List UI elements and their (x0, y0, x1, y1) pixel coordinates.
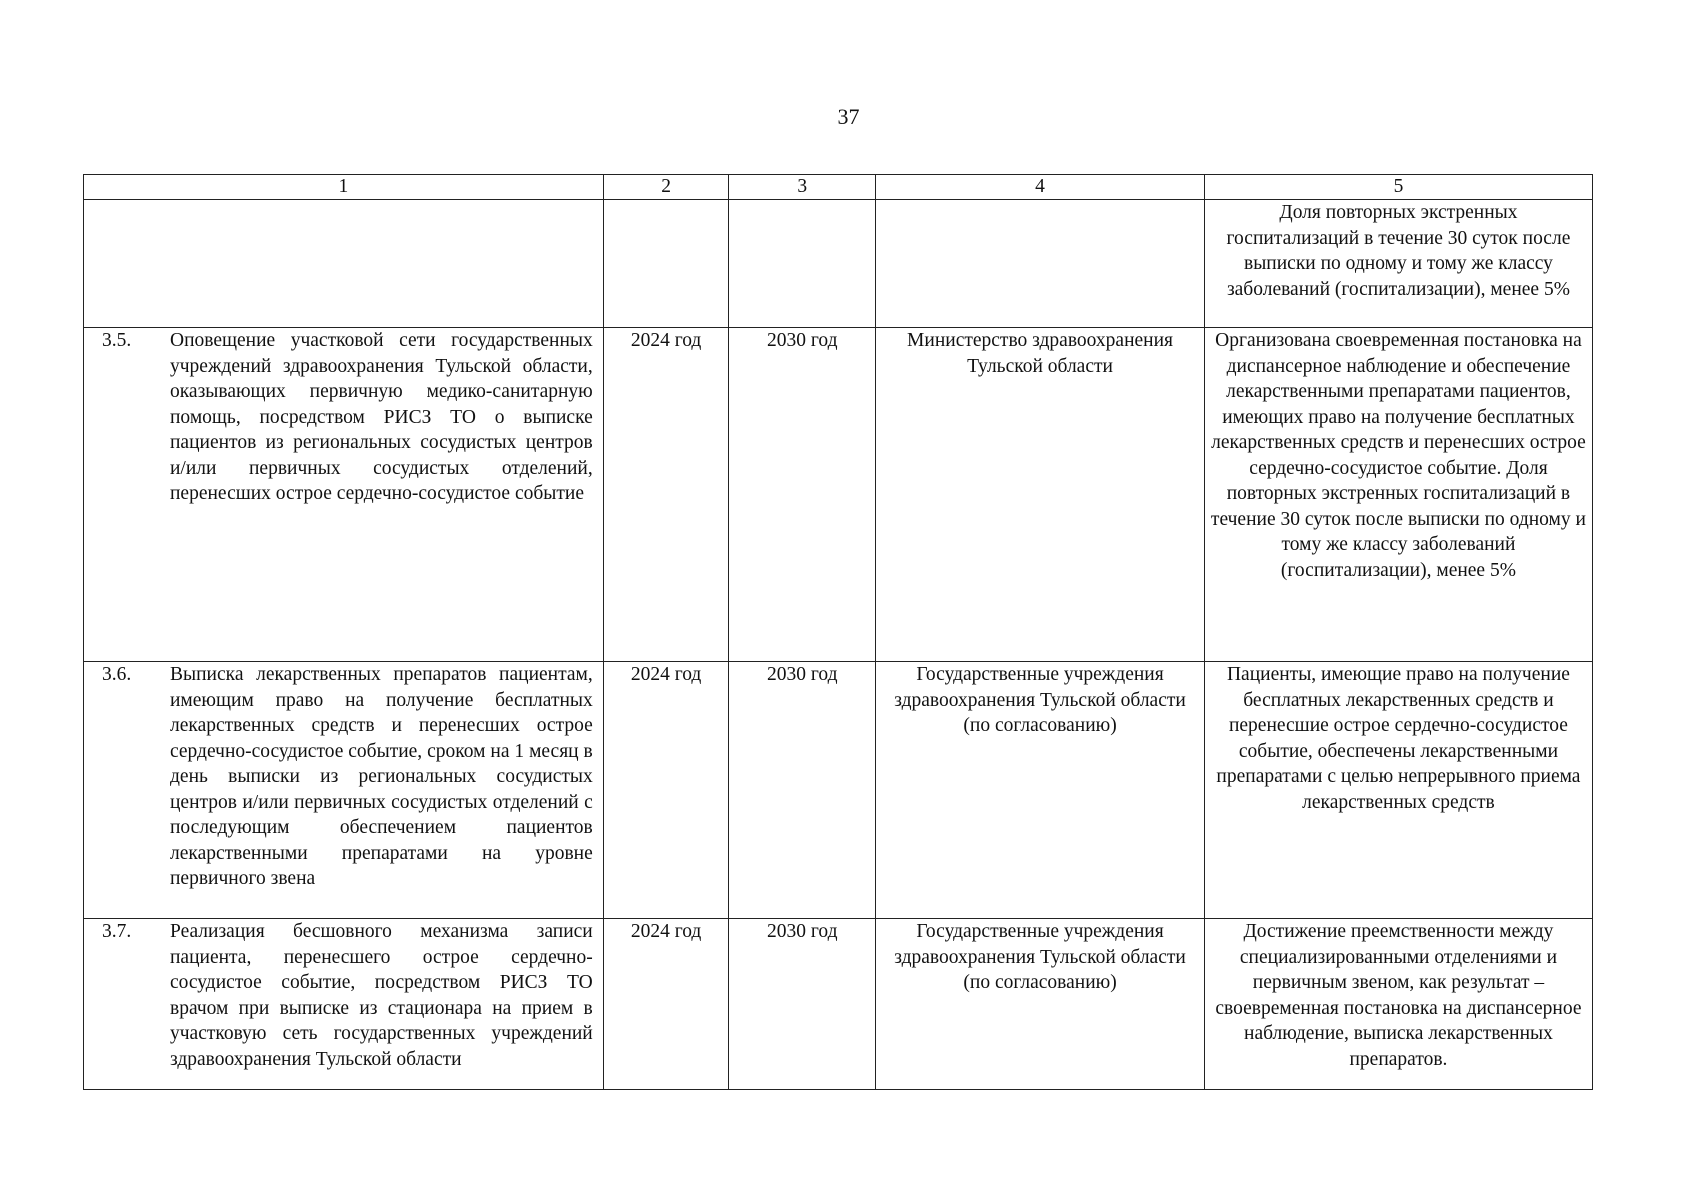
item-description: Выписка лекарственных препаратов пациентам, имеющим право на получение бесплатных лекарственных средств и перенесших острое сердечно-сосудистое событие, сроком на 1 месяц в день выписки из региональных сосудистых центров и/или первичных сосудистых отделений с последующим обеспечением пациентов лекарственными препаратами на уровне первичного звена (170, 664, 593, 889)
table-row (84, 200, 1593, 328)
column-header-2: 2 (603, 175, 729, 200)
expected-result: Достижение преемственности между специализированными отделениями и первичным звеном, как результат – своевременная постановка на диспансерное наблюдение, выписка лекарственных препаратов. (1204, 919, 1592, 1090)
header-row (84, 175, 1593, 200)
column-header-1: 1 (84, 175, 604, 200)
responsible: Государственные учреждения здравоохранения Тульской области (по согласованию) (876, 919, 1205, 1090)
table-row (84, 662, 1593, 919)
measure-cell (84, 919, 604, 1090)
item-description: Реализация бесшовного механизма записи пациента, перенесшего острое сердечно-сосудистое событие, посредством РИСЗ ТО врачом при выписке из стационара на прием в участковую сеть государственных учреждений здравоохранения Тульской области (170, 921, 593, 1070)
table-row (84, 919, 1593, 1090)
responsible: Государственные учреждения здравоохранения Тульской области (по согласованию) (876, 662, 1205, 919)
measures-table (83, 174, 1593, 1090)
measure-cell (84, 328, 604, 662)
start-year (603, 200, 729, 328)
start-year: 2024 год (603, 662, 729, 919)
measure-cell (84, 662, 604, 919)
expected-result: Доля повторных экстренных госпитализаций в течение 30 суток после выписки по одному и тому же классу заболеваний (госпитализации), менее 5% (1204, 200, 1592, 328)
table-row (84, 328, 1593, 662)
item-number: 3.7. (102, 921, 132, 942)
start-year: 2024 год (603, 328, 729, 662)
end-year: 2030 год (729, 919, 876, 1090)
item-description: Оповещение участковой сети государственных учреждений здравоохранения Тульской области, оказывающих первичную медико-санитарную помощь, посредством РИСЗ ТО о выписке пациентов из региональных сосудистых центров и/или первичных сосудистых отделений, перенесших острое сердечно-сосудистое событие (170, 330, 593, 504)
responsible: Министерство здравоохранения Тульской области (876, 328, 1205, 662)
expected-result: Организована своевременная постановка на диспансерное наблюдение и обеспечение лекарственными препаратами пациентов, имеющих право на получение бесплатных лекарственных средств и перенесших острое сердечно-сосудистое событие. Доля повторных экстренных госпитализаций в течение 30 суток после выписки по одному и тому же классу заболеваний (госпитализации), менее 5% (1204, 328, 1592, 662)
expected-result: Пациенты, имеющие право на получение бесплатных лекарственных средств и перенесшие острое сердечно-сосудистое событие, обеспечены лекарственными препаратами с целью непрерывного приема лекарственных средств (1204, 662, 1592, 919)
item-number: 3.6. (102, 664, 132, 685)
item-number: 3.5. (102, 330, 132, 351)
column-header-3: 3 (729, 175, 876, 200)
end-year (729, 200, 876, 328)
start-year: 2024 год (603, 919, 729, 1090)
page-number: 37 (837, 104, 860, 129)
column-header-5: 5 (1204, 175, 1592, 200)
end-year: 2030 год (729, 328, 876, 662)
column-header-4: 4 (876, 175, 1205, 200)
responsible (876, 200, 1205, 328)
end-year: 2030 год (729, 662, 876, 919)
measure-cell (84, 200, 604, 328)
